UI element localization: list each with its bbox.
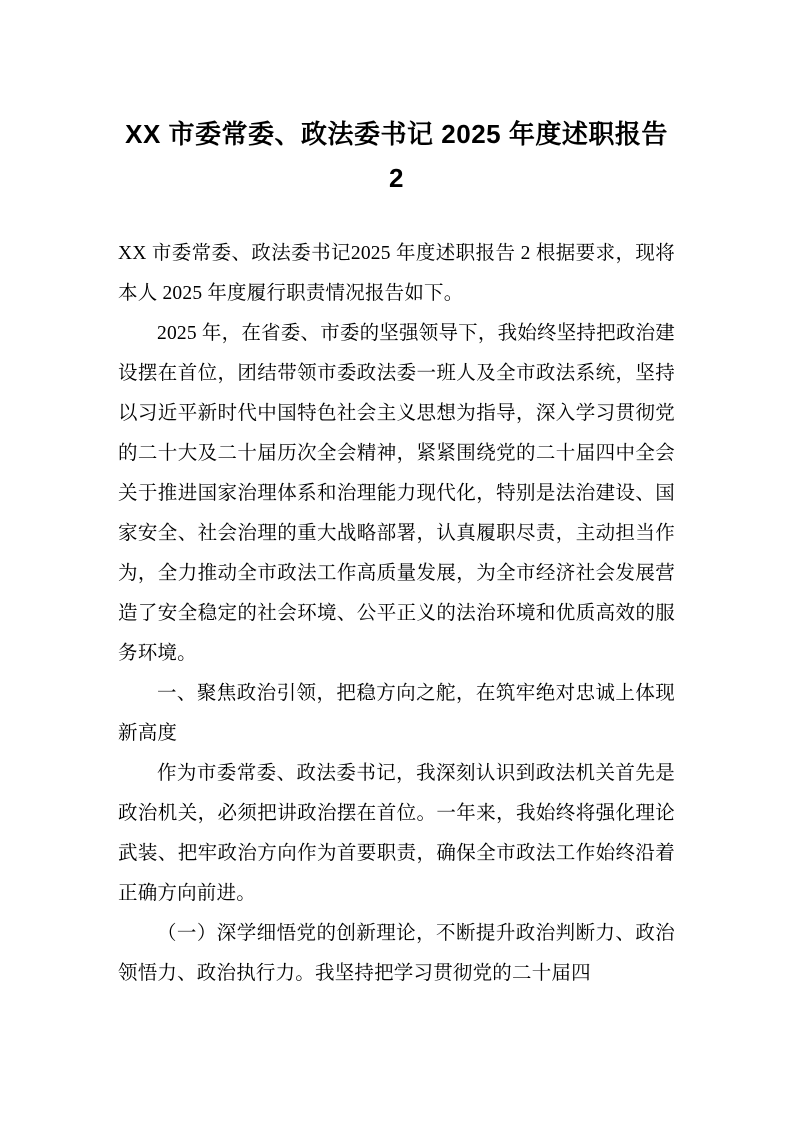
paragraph-lead: XX 市委常委、政法委书记2025 年度述职报告 2 根据要求，现将本人 2025 年度履行职责情况报告如下。 xyxy=(118,243,675,304)
paragraph-subsection-one: （一）深学细悟党的创新理论，不断提升政治判断力、政治领悟力、政治执行力。我坚持把学习贯彻党的二十届四 xyxy=(118,923,675,984)
paragraph-section-one-body: 作为市委常委、政法委书记，我深刻认识到政法机关首先是政治机关，必须把讲政治摆在首位。一年来，我始终将强化理论武装、把牢政治方向作为首要职责，确保全市政法工作始终沿着正确方向前进。 xyxy=(118,763,675,904)
section-heading-one: 一、聚焦政治引领，把稳方向之舵，在筑牢绝对忠诚上体现新高度 xyxy=(118,683,675,744)
paragraph-overview: 2025 年，在省委、市委的坚强领导下，我始终坚持把政治建设摆在首位，团结带领市委政法委一班人及全市政法系统，坚持以习近平新时代中国特色社会主义思想为指导，深入学习贯彻党的二十大及二十届历次全会精神，紧紧围绕党的二十届四中全会关于推进国家治理体系和治理能力现代化，特别是法治建设、国家安全、社会治理的重大战略部署，认真履职尽责，主动担当作为，全力推动全市政法工作高质量发展，为全市经济社会发展营造了安全稳定的社会环境、公平正义的法治环境和优质高效的服务环境。 xyxy=(118,323,675,664)
page-title: XX 市委常委、政法委书记 2025 年度述职报告 2 xyxy=(125,119,668,193)
